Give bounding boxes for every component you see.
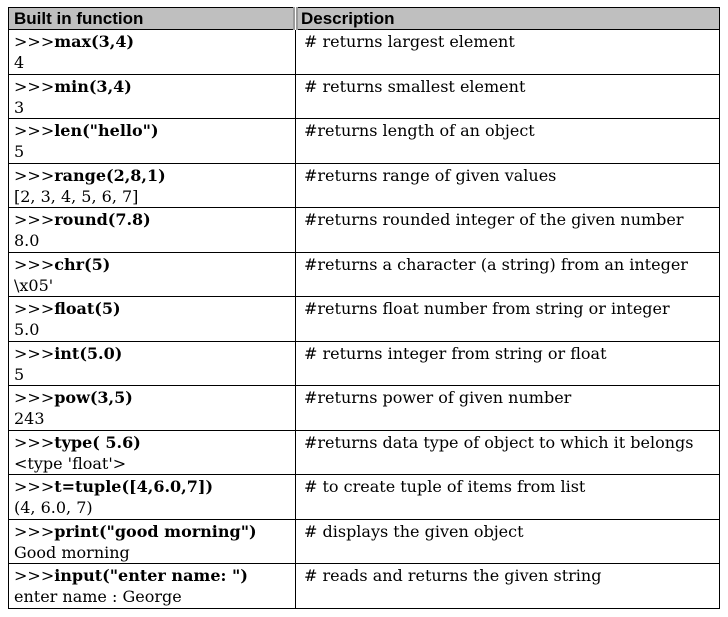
function-cell (9, 519, 296, 564)
function-description: #returns power of given number (304, 388, 572, 408)
function-call (14, 386, 295, 408)
function-description: #returns float number from string or integer (304, 299, 670, 319)
prompt: >>> (14, 566, 55, 586)
function-description: #returns data type of object to which it belongs (304, 432, 694, 452)
function-description: #returns range of given values (304, 165, 557, 185)
prompt: >>> (14, 254, 55, 274)
function-cell (9, 119, 296, 164)
description-cell (296, 30, 720, 75)
prompt: >>> (14, 210, 55, 230)
description-cell (296, 119, 720, 164)
description-cell (296, 74, 720, 119)
description-cell (296, 519, 720, 564)
function-call (14, 30, 295, 52)
function-result: 243 (14, 409, 45, 429)
prompt: >>> (14, 165, 55, 185)
function-cell (9, 386, 296, 431)
function-cell (9, 208, 296, 253)
table-row (9, 163, 720, 208)
function-call (14, 520, 295, 542)
builtin-functions-table (8, 7, 720, 609)
table-row (9, 297, 720, 342)
function-name: print("good morning") (54, 521, 257, 541)
function-name: len("hello") (54, 121, 159, 141)
table-header-row (9, 8, 720, 30)
table-row (9, 430, 720, 475)
prompt: >>> (14, 477, 55, 497)
table-row (9, 564, 720, 609)
prompt: >>> (14, 299, 55, 319)
function-cell (9, 341, 296, 386)
function-description: # reads and returns the given string (304, 566, 602, 586)
function-result: Good morning (14, 542, 130, 562)
function-call (14, 119, 295, 141)
table-row (9, 341, 720, 386)
function-cell (9, 430, 296, 475)
function-cell (9, 163, 296, 208)
function-name: float(5) (54, 299, 121, 319)
function-cell (9, 297, 296, 342)
prompt: >>> (14, 121, 55, 141)
function-result: [2, 3, 4, 5, 6, 7] (14, 186, 139, 206)
function-description: # to create tuple of items from list (304, 477, 586, 497)
function-result: <type 'float'> (14, 453, 127, 473)
function-description: # returns smallest element (304, 76, 526, 96)
function-description: # displays the given object (304, 521, 524, 541)
function-cell (9, 30, 296, 75)
function-call (14, 297, 295, 319)
function-cell (9, 564, 296, 609)
table-row (9, 519, 720, 564)
function-name: type( 5.6) (54, 432, 141, 452)
clipped-text-fragment (60, 0, 120, 6)
function-cell (9, 252, 296, 297)
description-cell (296, 163, 720, 208)
function-name: round(7.8) (54, 210, 151, 230)
function-call (14, 164, 295, 186)
prompt: >>> (14, 32, 55, 51)
function-result: enter name : George (14, 587, 182, 607)
description-cell (296, 386, 720, 431)
prompt: >>> (14, 388, 55, 408)
function-description: #returns rounded integer of the given number (304, 210, 684, 230)
function-result: (4, 6.0, 7) (14, 498, 93, 518)
prompt: >>> (14, 76, 55, 96)
function-call (14, 342, 295, 364)
function-name: max(3,4) (54, 32, 135, 51)
header-description: Description (296, 8, 720, 30)
table-row (9, 252, 720, 297)
description-cell (296, 252, 720, 297)
table-row (9, 30, 720, 75)
function-name: min(3,4) (54, 76, 132, 96)
table-row (9, 475, 720, 520)
function-call (14, 75, 295, 97)
table-row (9, 74, 720, 119)
description-cell (296, 297, 720, 342)
table-row (9, 208, 720, 253)
function-call (14, 253, 295, 275)
function-cell (9, 74, 296, 119)
description-cell (296, 564, 720, 609)
function-result: 4 (14, 53, 25, 72)
function-name: chr(5) (54, 254, 111, 274)
header-built-in-function: Built in function (9, 8, 296, 30)
function-call (14, 431, 295, 453)
description-cell (296, 208, 720, 253)
table-row (9, 386, 720, 431)
prompt: >>> (14, 521, 55, 541)
function-call (14, 475, 295, 497)
function-cell (9, 475, 296, 520)
function-name: pow(3,5) (54, 388, 133, 408)
function-result: \x05' (14, 275, 54, 295)
function-call (14, 564, 295, 586)
function-name: range(2,8,1) (54, 165, 166, 185)
function-name: int(5.0) (54, 343, 123, 363)
function-result: 8.0 (14, 231, 40, 251)
prompt: >>> (14, 432, 55, 452)
function-description: #returns a character (a string) from an integer (304, 254, 688, 274)
function-description: # returns largest element (304, 32, 515, 51)
function-call (14, 208, 295, 230)
function-result: 5.0 (14, 320, 40, 340)
function-description: #returns length of an object (304, 121, 535, 141)
prompt: >>> (14, 343, 55, 363)
table-row (9, 119, 720, 164)
description-cell (296, 475, 720, 520)
description-cell (296, 430, 720, 475)
function-result: 3 (14, 97, 25, 117)
function-result: 5 (14, 364, 25, 384)
description-cell (296, 341, 720, 386)
function-name: t=tuple([4,6.0,7]) (54, 477, 214, 497)
function-name: input("enter name: ") (54, 566, 248, 586)
function-description: # returns integer from string or float (304, 343, 607, 363)
function-result: 5 (14, 142, 25, 162)
